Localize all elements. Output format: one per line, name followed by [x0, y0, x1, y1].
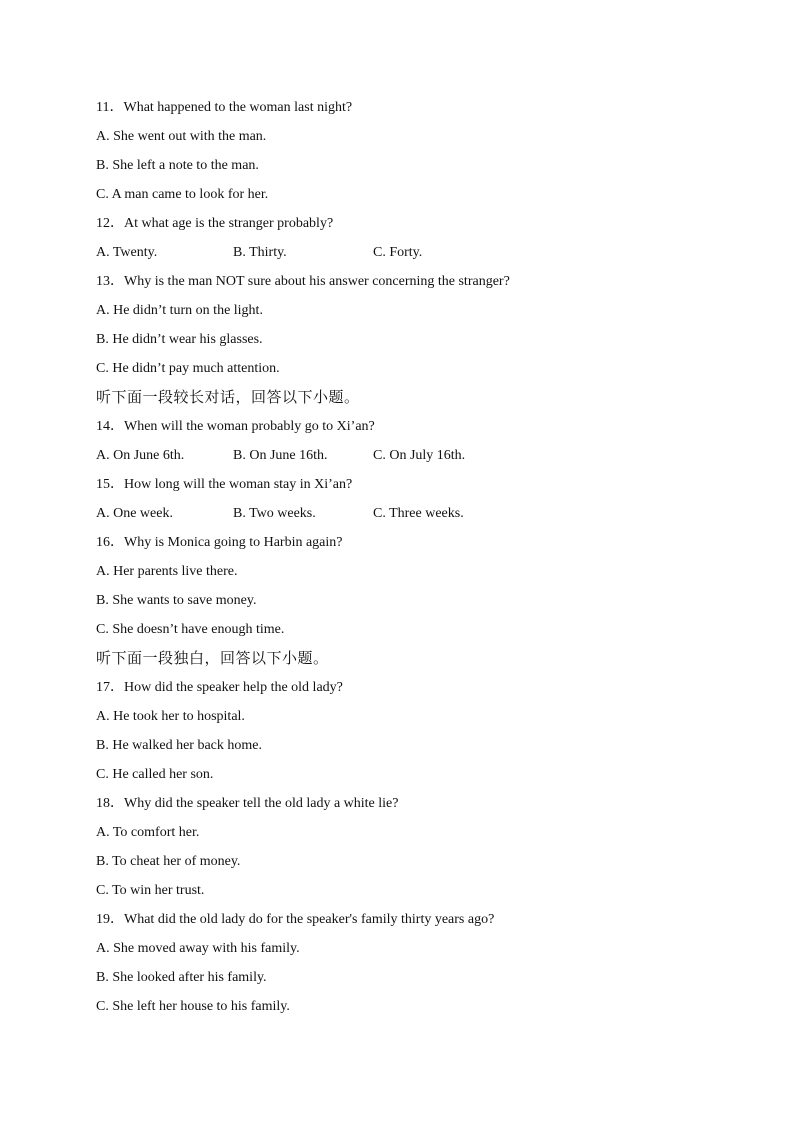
question-18-stem: 18．Why did the speaker tell the old lady a white lie?	[96, 796, 399, 811]
question-16-option-b: B. She wants to save money.	[96, 593, 257, 608]
question-14-options	[96, 441, 716, 470]
question-14-stem: 14．When will the woman probably go to Xi’an?	[96, 419, 375, 434]
question-11-stem: 11．What happened to the woman last night?	[96, 100, 353, 115]
question-13-option-c: C. He didn’t pay much attention.	[96, 361, 280, 376]
section-heading-monologue: 听下面一段独白，回答以下小题。	[96, 649, 329, 667]
question-18-option-c: C. To win her trust.	[96, 883, 205, 898]
question-19-option-b: B. She looked after his family.	[96, 970, 267, 985]
question-11-option-c: C. A man came to look for her.	[96, 187, 269, 202]
question-19-option-c: C. She left her house to his family.	[96, 999, 290, 1014]
question-14-option-c: C. On July 16th.	[373, 448, 466, 463]
question-12-stem: 12．At what age is the stranger probably?	[96, 216, 334, 231]
question-18-option-a: A. To comfort her.	[96, 825, 200, 840]
question-16-stem: 16．Why is Monica going to Harbin again?	[96, 535, 343, 550]
question-12-option-c: C. Forty.	[373, 245, 423, 260]
question-17-option-c: C. He called her son.	[96, 767, 214, 782]
question-16-option-c: C. She doesn’t have enough time.	[96, 622, 285, 637]
question-13-stem: 13．Why is the man NOT sure about his answer concerning the stranger?	[96, 274, 510, 289]
question-15-stem: 15．How long will the woman stay in Xi’an?	[96, 477, 353, 492]
question-15-options	[96, 499, 716, 528]
question-12-option-a: A. Twenty.	[96, 245, 158, 260]
question-17-stem: 17．How did the speaker help the old lady?	[96, 680, 343, 695]
question-15-option-c: C. Three weeks.	[373, 506, 464, 521]
question-17-option-a: A. He took her to hospital.	[96, 709, 245, 724]
question-13-option-b: B. He didn’t wear his glasses.	[96, 332, 263, 347]
question-19-stem: 19．What did the old lady do for the speaker's family thirty years ago?	[96, 912, 495, 927]
question-14-option-b: B. On June 16th.	[233, 448, 328, 463]
question-13-option-a: A. He didn’t turn on the light.	[96, 303, 263, 318]
question-11-option-a: A. She went out with the man.	[96, 129, 267, 144]
question-list	[96, 93, 716, 1021]
question-15-option-a: A. One week.	[96, 506, 173, 521]
question-17-option-b: B. He walked her back home.	[96, 738, 262, 753]
question-15-option-b: B. Two weeks.	[233, 506, 316, 521]
section-heading-dialogue: 听下面一段较长对话，回答以下小题。	[96, 388, 360, 406]
question-18-option-b: B. To cheat her of money.	[96, 854, 241, 869]
question-12-options	[96, 238, 716, 267]
question-11-option-b: B. She left a note to the man.	[96, 158, 259, 173]
question-16-option-a: A. Her parents live there.	[96, 564, 238, 579]
question-19-option-a: A. She moved away with his family.	[96, 941, 300, 956]
question-14-option-a: A. On June 6th.	[96, 448, 185, 463]
question-12-option-b: B. Thirty.	[233, 245, 287, 260]
